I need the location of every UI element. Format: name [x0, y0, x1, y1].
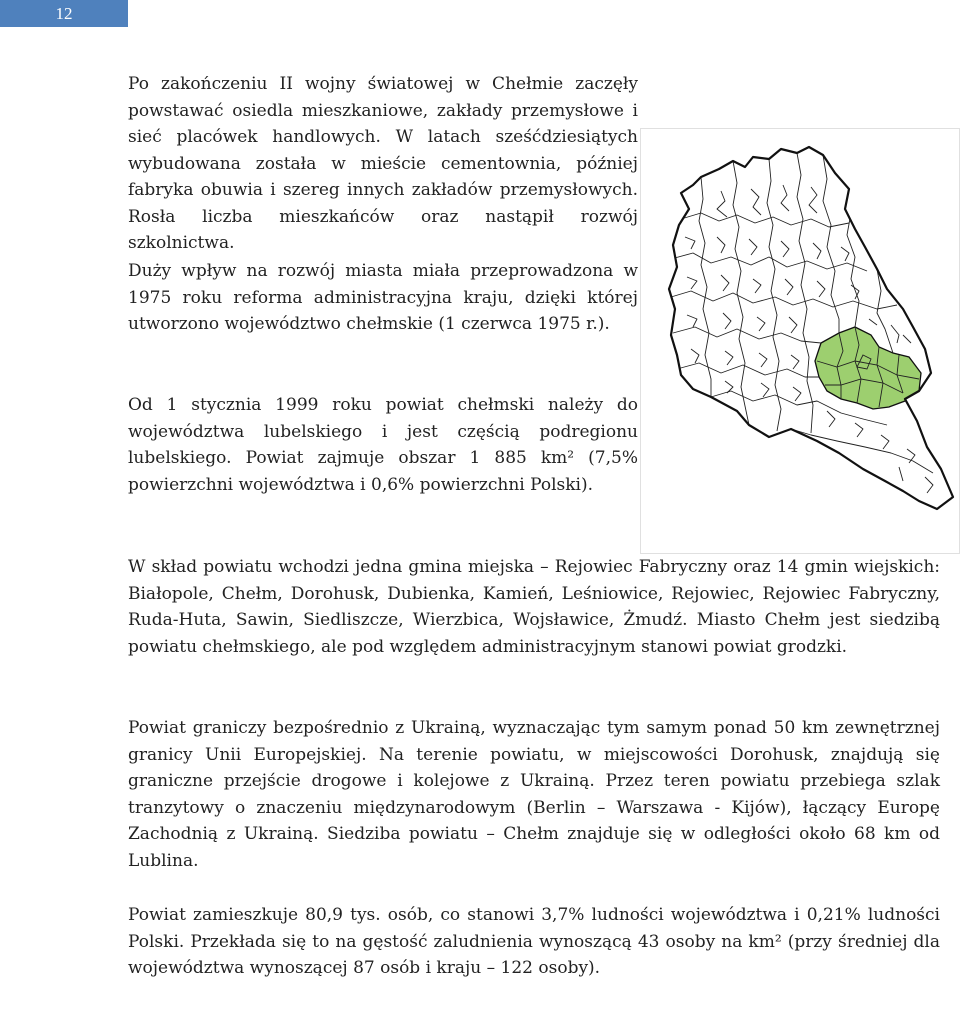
paragraph-administrative-reform: Duży wpływ na rozwój miasta miała przeprowadzona w 1975 roku reforma administracyjna kraju, dzięki której utworzono województwo chełmskie (1 czerwca 1975 r.). [128, 261, 638, 334]
paragraph-municipalities: W skład powiatu wchodzi jedna gmina miejska – Rejowiec Fabryczny oraz 14 gmin wiejskich: Białopole, Chełm, Dorohusk, Dubienka, Kamień, Leśniowice, Rejowiec, Rejowiec Fabryczny, Ruda-Huta, Sawin, Siedliszcze, Wierzbica, Wojsławice, Żmudź. Miasto Chełm jest siedzibą powiatu chełmskiego, ale pod względem administracyjnym stanowi powiat grodzki. [128, 557, 940, 657]
voivodeship-fill [669, 147, 953, 509]
county-boundaries-group [669, 147, 953, 509]
page-number-tab [0, 0, 128, 27]
paragraph-border-location: Powiat graniczy bezpośrednio z Ukrainą, wyznaczając tym samym ponad 50 km zewnętrznej granicy Unii Europejskiej. Na terenie powiatu, w miejscowości Dorohusk, znajdują się graniczne przejście drogowe i kolejowe z Ukrainą. Przez teren powiatu przebiega szlak tranzytowy o znaczeniu międzynarodowym (Berlin – Warszawa - Kijów), łączący Europę Zachodnią z Ukrainą. Siedziba powiatu – Chełm znajduje się w odległości około 68 km od Lublina. [128, 718, 940, 871]
paragraph-postwar-development: Po zakończeniu II wojny światowej w Chełmie zaczęły powstawać osiedla mieszkaniowe, zakłady przemysłowe i sieć placówek handlowych. W latach sześćdziesiątych wybudowana została w mieście cementownia, później fabryka obuwia i szereg innych zakładów przemysłowych. Rosła liczba mieszkańców oraz nastąpił rozwój szkolnictwa. [128, 74, 638, 253]
paragraph-population: Powiat zamieszkuje 80,9 tys. osób, co stanowi 3,7% ludności województwa i 0,21% ludności Polski. Przekłada się to na gęstość zaludnienia wynoszącą 43 osoby na km² (przy średniej dla województwa wynoszącej 87 osób i kraju – 122 osoby). [128, 905, 940, 978]
voivodeship-map [640, 128, 960, 554]
page-number: 12 [55, 3, 73, 23]
paragraph-county-area: Od 1 stycznia 1999 roku powiat chełmski należy do województwa lubelskiego i jest częścią podregionu lubelskiego. Powiat zajmuje obszar 1 885 km² (7,5% powierzchni województwa i 0,6% powierzchni Polski). [128, 395, 638, 495]
lublin-voivodeship-map-svg [641, 129, 959, 553]
